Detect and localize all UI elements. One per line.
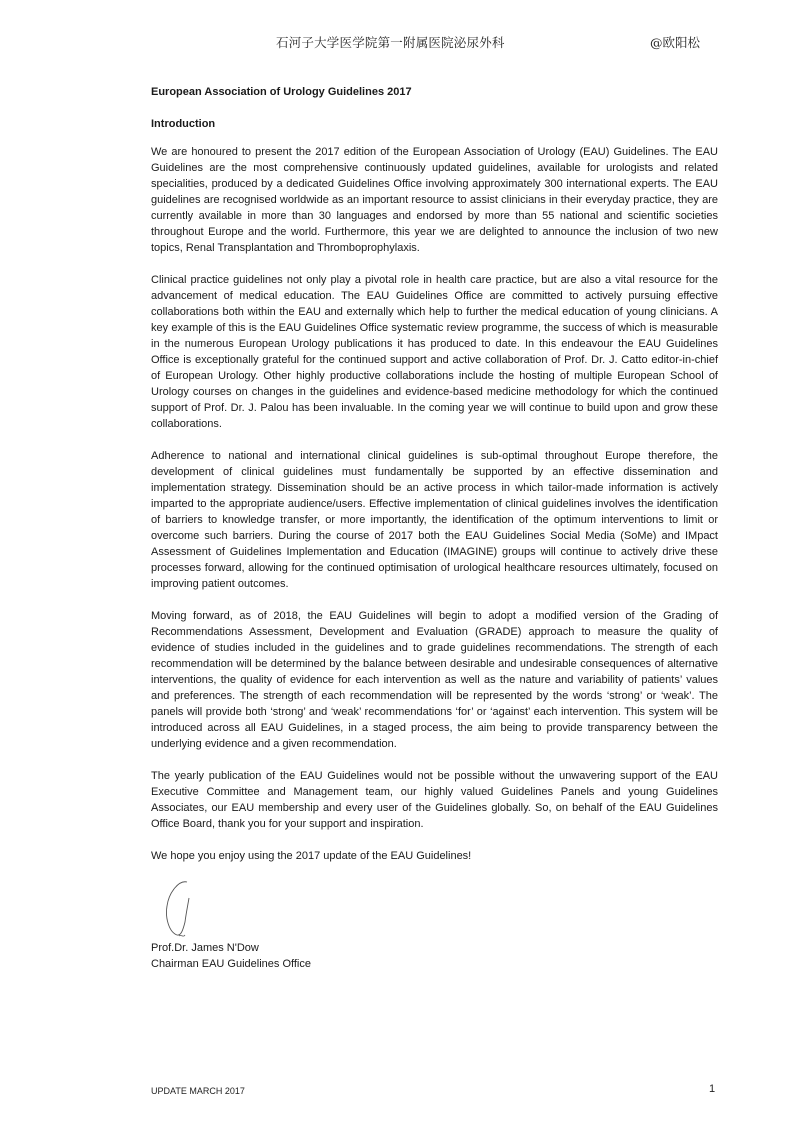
signatory-name: Prof.Dr. James N'Dow [151,942,259,954]
paragraph-2: Clinical practice guidelines not only play a pivotal role in health care practice, but are also a vital resource for the advancement of medical education. The EAU Guidelines Office are committed to actively pursuing effective collaborations both within the EAU and externally which help to further the medical education of young clinicians. A key example of this is the EAU Guidelines Office systematic review programme, the success of which is measurable in the numerous European Urology publications it has produced to date. In this endeavour the EAU Guidelines Office is exceptionally grateful for the continued support and active collaboration of Prof. Dr. J. Catto editor-in-chief of European Urology. Other highly productive collaborations include the hosting of multiple European School of Urology courses on changes in the guidelines and evidence-based medicine methodology for which the continued support of Prof. Dr. J. Palou has been invaluable. In the coming year we will continue to build upon and grow these collaborations. [151,274,718,430]
footer-update-label: UPDATE MARCH 2017 [151,1086,245,1096]
header-author: @欧阳松 [650,35,701,50]
signature-block [151,878,718,972]
section-title-introduction: Introduction [151,118,216,130]
page-number: 1 [709,1083,716,1095]
paragraph-1: We are honoured to present the 2017 edition of the European Association of Urology (EAU) Guidelines. The EAU Guidelines are the most comprehensive continuously updated guidelines, available for urologists and related specialities, produced by a dedicated Guidelines Office involving approximately 300 international experts. The EAU guidelines are recognised worldwide as an important resource to assist clinicians in their everyday practice, they are currently available in more than 30 languages and endorsed by more than 55 national and scientific societies throughout Europe and the world. Furthermore, this year we are delighted to announce the inclusion of two new topics, Renal Transplantation and Thromboprophylaxis. [151,146,718,254]
paragraph-6: We hope you enjoy using the 2017 update of the EAU Guidelines! [151,850,472,862]
handwritten-signature-icon [157,878,217,940]
paragraph-5: The yearly publication of the EAU Guidelines would not be possible without the unwavering support of the EAU Executive Committee and Management team, our highly valued Guidelines Panels and young Guidelines Associates, our EAU membership and every user of the Guidelines globally. So, on behalf of the EAU Guidelines Office Board, thank you for your support and inspiration. [151,770,718,830]
header-institution: 石河子大学医学院第一附属医院泌尿外科 [276,35,505,50]
document-body [151,84,718,972]
paragraph-4: Moving forward, as of 2018, the EAU Guidelines will begin to adopt a modified version of the Grading of Recommendations Assessment, Development and Evaluation (GRADE) approach to measure the quality of evidence of studies included in the guidelines and to grade guidelines recommendations. The strength of each recommendation will be determined by the balance between desirable and undesirable consequences of alternative interventions, the quality of evidence for each intervention as well as the nature and variability of patients’ values and preferences. The strength of each recommendation will be represented by the words ‘strong’ or ‘weak’. The panels will provide both ‘strong’ and ‘weak’ recommendations ‘for’ or ‘against’ each intervention. This system will be introduced across all EAU Guidelines, in a staged process, the aim being to provide transparency between the underlying evidence and a given recommendation. [151,610,718,750]
paragraph-3: Adherence to national and international clinical guidelines is sub-optimal throughout Europe therefore, the development of clinical guidelines must fundamentally be supported by an effective dissemination and implementation strategy. Dissemination should be an active process in which tailor-made information is actively imparted to the appropriate audience/users. Effective implementation of clinical guidelines involves the identification of barriers to knowledge transfer, or more importantly, the identification of the optimum interventions to limit or overcome such barriers. During the course of 2017 both the EAU Guidelines Social Media (SoMe) and IMpact Assessment of Guidelines Implementation and Education (IMAGINE) groups will continue to actively drive these processes forward, allowing for the continued optimisation of urological healthcare resources ultimately, focused on improving patient outcomes. [151,450,718,590]
document-title: European Association of Urology Guidelines 2017 [151,86,412,98]
signatory-role: Chairman EAU Guidelines Office [151,958,311,970]
